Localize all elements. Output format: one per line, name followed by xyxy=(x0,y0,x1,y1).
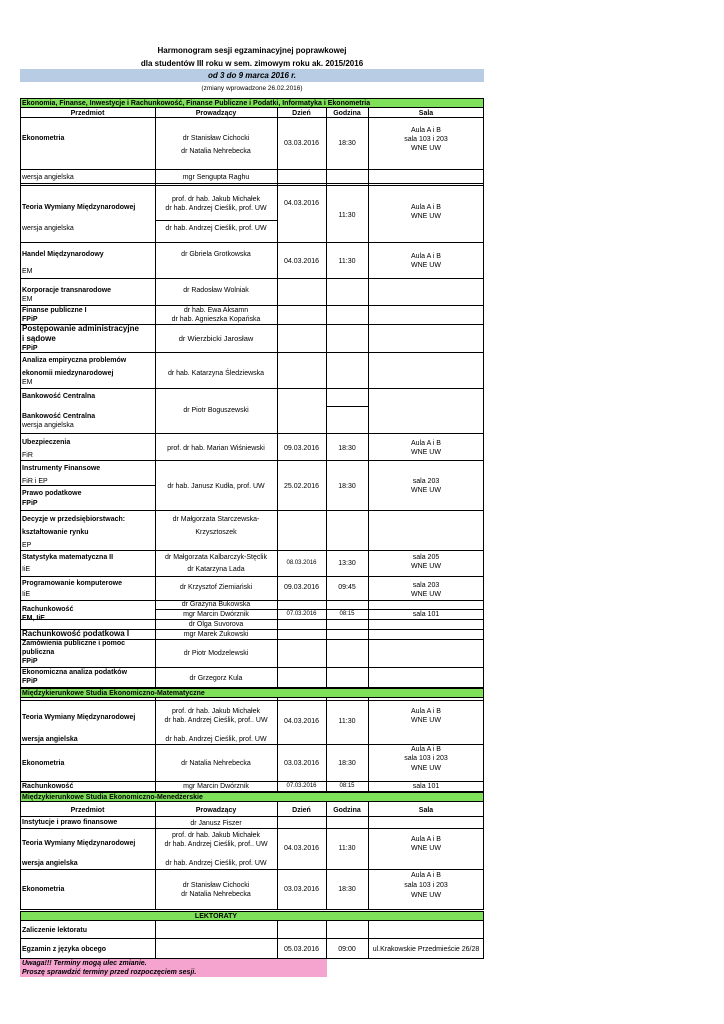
exam-room: ul.Krakowskie Przedmieście 26/28 xyxy=(372,946,480,953)
subject-finanse-publiczne: Finanse publiczne I xyxy=(22,307,87,314)
exam-hour: 11:30 xyxy=(338,845,356,852)
subject-teoria-wymiany: Teoria Wymiany Międzynarodowej xyxy=(22,204,136,211)
exam-room: WNE UW xyxy=(411,563,441,570)
col-header-dzien: Dzień xyxy=(292,110,311,117)
exam-room: Aula A i B xyxy=(411,253,441,260)
exam-day: 03.03.2016 xyxy=(283,140,320,147)
page-title: Harmonogram sesji egzaminacyjnej poprawkowej xyxy=(157,46,347,55)
exam-room: WNE UW xyxy=(411,892,441,899)
exam-room: sala 203 xyxy=(412,582,440,589)
col-header-godzina: Godzina xyxy=(333,807,361,814)
subject-program: EM xyxy=(22,268,33,275)
lecturer: dr Katarzyna Lada xyxy=(187,566,245,573)
subject-program: IiE xyxy=(22,566,31,573)
exam-day: 05.03.2016 xyxy=(283,946,320,953)
subject-english-version: wersja angielska xyxy=(22,174,74,181)
exam-room: WNE UW xyxy=(411,591,441,598)
subject-zamowienia-publiczne: Zamówienia publiczne i pomoc xyxy=(22,640,126,647)
subject-bankowosc-centralna: Bankowość Centralna xyxy=(22,393,96,400)
exam-room: sala 205 xyxy=(412,554,440,561)
lecturer: dr hab. Katarzyna Śledziewska xyxy=(167,370,265,377)
lecturer: dr Grażyna Bukowska xyxy=(181,601,251,608)
subject-ekonometria: Ekonometria xyxy=(22,886,65,893)
subject-program: EP xyxy=(22,542,32,549)
subject-analiza-empiryczna: Analiza empiryczna problemów xyxy=(22,357,127,364)
lecturer: dr Stanisław Cichocki xyxy=(182,882,250,889)
subject-decyzje: Decyzje w przedsiębiorstwach: xyxy=(22,516,126,523)
exam-room: WNE UW xyxy=(411,487,441,494)
exam-hour: 11:30 xyxy=(338,212,356,219)
dates-text: od 3 do 9 marca 2016 r. xyxy=(207,71,297,80)
exam-room: Aula A i B xyxy=(411,127,441,134)
subject-postepowanie: Postępowanie administracyjne xyxy=(22,324,139,333)
subject-prawo-podatkowe: Prawo podatkowe xyxy=(22,490,82,497)
subject-program: FPiP xyxy=(22,658,38,665)
exam-hour: 09:45 xyxy=(338,584,356,591)
lecturer: dr Stanisław Cichocki xyxy=(182,135,250,142)
subject-bankowosc-centralna: Bankowość Centralna xyxy=(22,413,96,420)
lecturer: dr Janusz Fiszer xyxy=(190,820,242,827)
lecturer: dr Natalia Nehrebecka xyxy=(181,148,251,155)
exam-room: sala 103 i 203 xyxy=(404,882,448,889)
lecturer: dr hab. Agnieszka Kopańska xyxy=(171,316,261,323)
exam-day: 04.03.2016 xyxy=(283,200,320,207)
lecturer: dr Olga Suvorova xyxy=(188,621,244,628)
lecturer: mgr Marcin Dwórznik xyxy=(183,611,249,618)
subject-program: FPiP xyxy=(22,678,38,685)
lecturer: mgr Marcin Dwórznik xyxy=(183,783,249,790)
subject-program: EM xyxy=(22,296,33,303)
subject-korporacje: Korporacje transnarodowe xyxy=(22,287,112,294)
exam-room: WNE UW xyxy=(411,717,441,724)
subject-analiza-podatkow: Ekonomiczna analiza podatków xyxy=(22,669,128,676)
col-header-dzien: Dzień xyxy=(292,807,311,814)
subject-program: FPiP xyxy=(22,316,38,323)
exam-day: 08.03.2016 xyxy=(286,560,317,566)
col-header-godzina: Godzina xyxy=(333,110,361,117)
exam-room: WNE UW xyxy=(411,845,441,852)
lecturer: dr hab. Andrzej Cieślik, prof.. UW xyxy=(164,841,268,848)
subject-ubezpieczenia: Ubezpieczenia xyxy=(22,439,71,446)
exam-room: WNE UW xyxy=(411,765,441,772)
exam-day: 07.03.2016 xyxy=(286,783,317,789)
exam-room: Aula A i B xyxy=(411,708,441,715)
lecturer: mgr Sengupta Raghu xyxy=(182,174,250,181)
exam-room: WNE UW xyxy=(411,145,441,152)
lecturer: dr Piotr Modzelewski xyxy=(183,650,249,657)
subject-program: EM xyxy=(22,379,33,386)
exam-room: Aula A i B xyxy=(411,836,441,843)
col-header-prowadzacy: Prowadzący xyxy=(195,807,237,814)
subject-teoria-wymiany: Teoria Wymiany Międzynarodowej xyxy=(22,714,136,721)
warning-line-2: Proszę sprawdzić terminy przed rozpoczęciem sesji. xyxy=(22,969,197,976)
exam-hour: 18:30 xyxy=(338,760,356,767)
subject-programowanie: Programowanie komputerowe xyxy=(22,580,122,587)
subject-zamowienia-publiczne-2: publiczna xyxy=(22,649,55,656)
exam-room: sala 203 xyxy=(412,478,440,485)
subject-instytucje: Instytucje i prawo finansowe xyxy=(22,819,118,826)
subject-english-version: wersja angielska xyxy=(22,860,78,867)
lecturer: dr hab. Ewa Aksamn xyxy=(183,307,249,314)
exam-room: sala 103 i 203 xyxy=(404,136,448,143)
exam-hour: 11:30 xyxy=(338,258,356,265)
section-matematyczne-title: Międzykierunkowe Studia Ekonomiczno-Matematyczne xyxy=(22,690,205,697)
lecturer: dr Grzegorz Kula xyxy=(189,675,243,682)
section-menedzerskie-title: Międzykierunkowe Studia Ekonomiczno-Menedżerskie xyxy=(22,794,203,801)
exam-room: Aula A i B xyxy=(411,872,441,879)
subject-postepowanie-2: i sądowe xyxy=(22,334,56,343)
subject-program: wersja angielska xyxy=(22,422,74,429)
subject-teoria-wymiany: Teoria Wymiany Międzynarodowej xyxy=(22,840,136,847)
subject-analiza-empiryczna-2: ekonomii miedzynarodowej xyxy=(22,370,114,377)
lecturer: dr hab. Andrzej Cieślik, prof.. UW xyxy=(164,717,268,724)
exam-room: WNE UW xyxy=(411,449,441,456)
lecturer: prof. dr hab. Jakub Michałek xyxy=(172,832,260,839)
col-header-prowadzacy: Prowadzący xyxy=(195,110,237,117)
subject-instrumenty-finansowe: Instrumenty Finansowe xyxy=(22,465,101,472)
lecturer: dr Piotr Boguszewski xyxy=(183,407,249,414)
exam-hour: 11:30 xyxy=(338,718,356,725)
exam-room: sala 101 xyxy=(412,611,440,618)
lektoraty-title: LEKTORATY xyxy=(194,913,238,920)
lecturer: Krzysztoszek xyxy=(195,529,237,536)
exam-day: 09.03.2016 xyxy=(283,445,320,452)
subject-rachunkowosc: Rachunkowość xyxy=(22,606,74,613)
lecturer: dr Wierzbicki Jarosław xyxy=(178,334,254,343)
exam-room: sala 103 i 203 xyxy=(404,755,448,762)
lecturer: dr Krzysztof Ziemiański xyxy=(179,584,253,591)
subject-program: FPiP xyxy=(22,500,38,507)
lecturer: dr Małgorzata Starczewska- xyxy=(172,516,260,523)
subject-program: FiR i EP xyxy=(22,478,48,485)
changes-note: (zmiany wprowadzone 26.02.2016) xyxy=(201,85,303,92)
subject-handel-miedzynarodowy: Handel Międzynarodowy xyxy=(22,251,104,258)
exam-day: 04.03.2016 xyxy=(283,258,320,265)
exam-day: 03.03.2016 xyxy=(283,760,320,767)
exam-hour: 18:30 xyxy=(338,445,356,452)
warning-line-1: Uwaga!!! Terminy mogą ulec zmianie. xyxy=(22,960,147,967)
lecturer: dr Natalia Nehrebecka xyxy=(181,891,251,898)
subject-rachunkowosc-podatkowa: Rachunkowość podatkowa I xyxy=(22,629,130,638)
lecturer: dr Natalia Nehrebecka xyxy=(181,760,251,767)
col-header-sala: Sala xyxy=(418,110,434,117)
subject-program: FPiP xyxy=(22,345,38,352)
lecturer: dr Radosław Wolniak xyxy=(183,287,249,294)
exam-room: Aula A i B xyxy=(411,746,441,753)
lecturer: dr hab. Andrzej Cieślik, prof. UW xyxy=(165,225,267,232)
lecturer: dr Gbriela Grotkowska xyxy=(181,251,251,258)
exam-room: sala 101 xyxy=(412,783,440,790)
lecturer: dr Małgorzata Kalbarczyk-Stęclik xyxy=(165,554,267,561)
exam-hour: 09:00 xyxy=(338,946,356,953)
lecturer: dr hab. Andrzej Cieślik, prof. UW xyxy=(165,860,267,867)
lecturer: prof. dr hab. Jakub Michałek xyxy=(172,708,260,715)
exam-day: 04.03.2016 xyxy=(283,845,320,852)
subject-egzamin-jezyk: Egzamin z języka obcego xyxy=(22,946,107,953)
subject-ekonometria: Ekonometria xyxy=(22,135,65,142)
subject-ekonometria: Ekonometria xyxy=(22,760,65,767)
col-header-sala: Sala xyxy=(418,807,434,814)
exam-day: 07.03.2016 xyxy=(286,611,317,617)
subject-decyzje-2: kształtowanie rynku xyxy=(22,529,89,536)
page-subtitle: dla studentów III roku w sem. zimowym roku ak. 2015/2016 xyxy=(140,59,364,68)
exam-day: 25.02.2016 xyxy=(283,483,320,490)
subject-rachunkowosc: Rachunkowość xyxy=(22,783,74,790)
lecturer: prof. dr hab. Marian Wiśniewski xyxy=(167,445,265,452)
exam-hour: 13:30 xyxy=(338,560,356,567)
exam-hour: 18:30 xyxy=(338,140,356,147)
col-header-przedmiot: Przedmiot xyxy=(70,807,105,814)
exam-day: 03.03.2016 xyxy=(283,886,320,893)
subject-zaliczenie-lektoratu: Zaliczenie lektoratu xyxy=(22,927,87,934)
exam-hour: 18:30 xyxy=(338,483,356,490)
subject-english-version: wersja angielska xyxy=(22,736,78,743)
lecturer: dr hab. Andrzej Cieślik, prof. UW xyxy=(165,736,267,743)
section-ekonomia-title: Ekonomia, Finanse, Inwestycje i Rachunkowość, Finanse Publiczne i Podatki, Informatyka i Ekonometria xyxy=(22,100,371,107)
subject-program: FiR xyxy=(22,452,33,459)
subject-statystyka: Statystyka matematyczna II xyxy=(22,554,114,561)
subject-program: EM, IiE xyxy=(22,615,45,622)
exam-hour: 18:30 xyxy=(338,886,356,893)
exam-day: 04.03.2016 xyxy=(283,718,320,725)
exam-hour: 08:15 xyxy=(339,611,355,617)
lecturer: mgr Marek Żukowski xyxy=(183,631,249,638)
col-header-przedmiot: Przedmiot xyxy=(70,110,105,117)
lecturer: dr hab. Janusz Kudła, prof. UW xyxy=(167,483,265,490)
exam-room: Aula A i B xyxy=(411,440,441,447)
exam-room: Aula A i B xyxy=(411,204,441,211)
exam-room: WNE UW xyxy=(411,213,441,220)
exam-room: WNE UW xyxy=(411,262,441,269)
subject-english-version: wersja angielska xyxy=(22,225,74,232)
subject-program: IiE xyxy=(22,591,31,598)
exam-day: 09.03.2016 xyxy=(283,584,320,591)
lecturer: dr hab. Andrzej Cieślik, prof. UW xyxy=(165,205,267,212)
exam-hour: 08:15 xyxy=(339,783,355,789)
lecturer: prof. dr hab. Jakub Michałek xyxy=(172,196,260,203)
